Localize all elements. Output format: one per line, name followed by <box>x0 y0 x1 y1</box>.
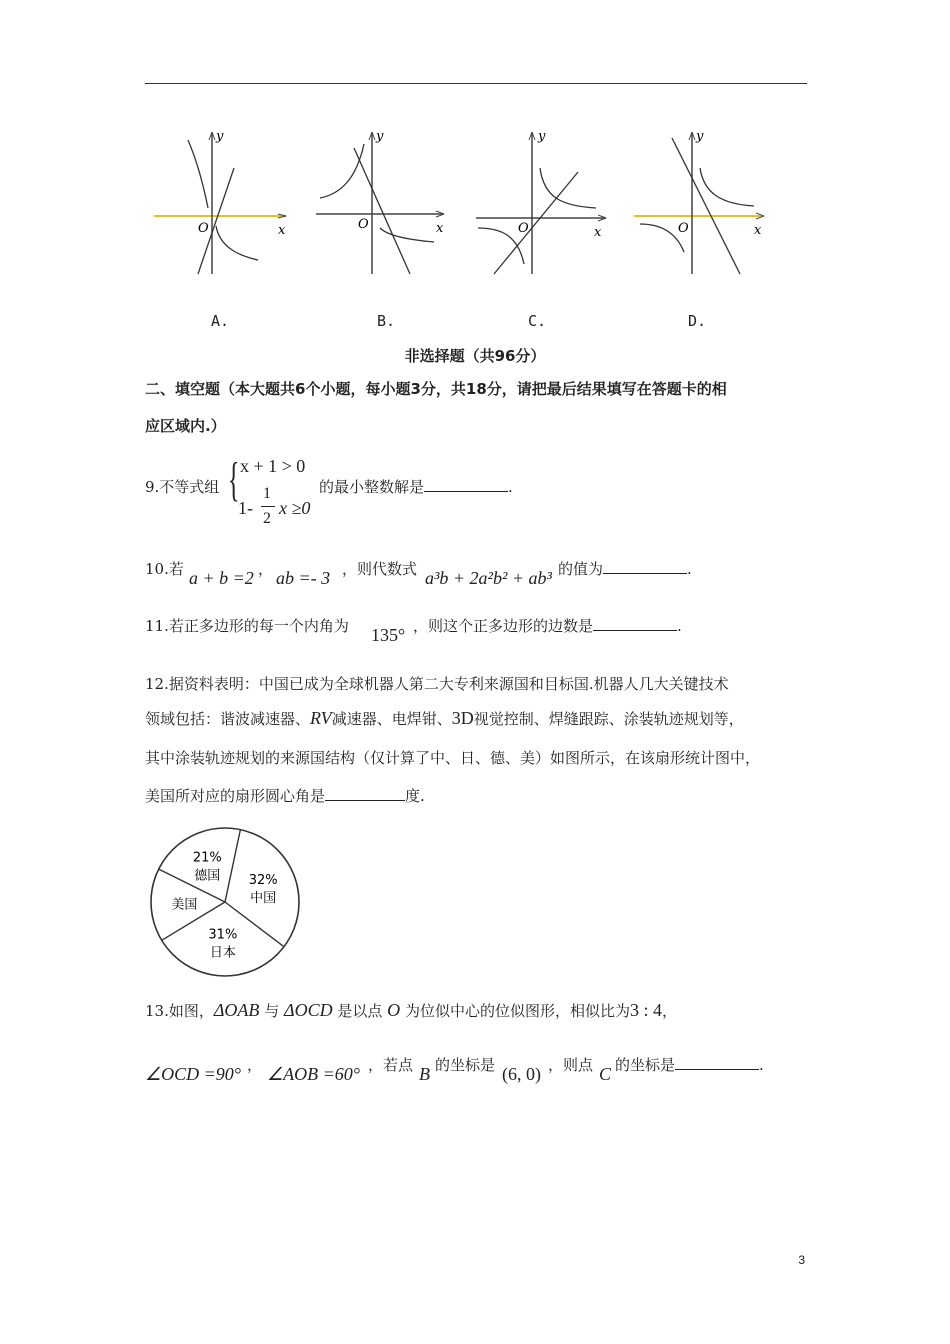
graph-a <box>150 128 300 278</box>
q10-end: . <box>687 560 692 578</box>
option-b-label: B. <box>377 312 396 330</box>
option-d-label: D. <box>688 312 707 330</box>
q12-line3: 其中涂装轨迹规划的来源国结构（仅计算了中、日、德、美）如图所示，在该扇形统计图中， <box>145 749 761 767</box>
axis-y-label: y <box>376 129 384 144</box>
q10-prefix: 10.若 <box>145 560 184 578</box>
q13-tri2: ΔOCD <box>284 1000 333 1020</box>
q13-coord-of: 的坐标是 <box>435 1056 496 1074</box>
q9-end: . <box>508 478 513 496</box>
q9-frac-num: 1 <box>263 485 271 502</box>
q11-prefix: 11.若正多边形的每一个内角为 <box>145 617 349 635</box>
origin-label: O <box>518 221 529 236</box>
q13-tri1: ΔOAB <box>213 1000 260 1020</box>
pie-slice-percent: 31% <box>208 927 238 943</box>
q13-c: C <box>599 1064 612 1084</box>
q10-mid: ，则代数式 <box>342 560 418 578</box>
q9-ineq2-lead: 1- <box>238 498 253 518</box>
q11-end: . <box>677 617 682 635</box>
q13-answer-blank[interactable] <box>675 1055 759 1070</box>
q10-eq2: ab =- 3 <box>276 568 331 588</box>
q9-prefix: 9.不等式组 <box>145 478 220 496</box>
q13-then: ，则点 <box>548 1056 594 1074</box>
graph-c <box>472 128 622 278</box>
section-title: 非选择题（共96分） <box>404 347 546 365</box>
axis-y-label: y <box>696 129 704 144</box>
q10-suffix-line <box>558 558 692 579</box>
q12-line2 <box>145 708 744 729</box>
graph-d <box>630 128 780 278</box>
page-number: 3 <box>798 1253 805 1267</box>
option-a-label: A. <box>211 312 230 330</box>
q13-bcoord: (6, 0) <box>502 1064 541 1084</box>
q11-answer-blank[interactable] <box>593 616 677 631</box>
q12-line4 <box>145 785 425 806</box>
option-c-label: C. <box>528 312 547 330</box>
pie-slice-percent: 32% <box>248 872 278 888</box>
q12-3d: 3D <box>451 708 474 728</box>
origin-label: O <box>198 221 209 236</box>
q11-suffix: ，则这个正多边形的边数是 <box>413 617 594 635</box>
q13-o: O <box>387 1000 401 1020</box>
q10-eq1: a + b =2 <box>189 568 254 588</box>
q13-ang1: ∠OCD =90° <box>145 1064 241 1084</box>
q9-ineq1: x + 1 > 0 <box>240 456 306 476</box>
axis-y-label: y <box>538 129 546 144</box>
q9-ineq2-tail: x ≥0 <box>279 498 311 518</box>
q12-line4b: 度. <box>405 787 425 805</box>
q12-rv: RV <box>310 708 332 728</box>
part2-heading-line1: 二、填空题（本大题共6个小题，每小题3分，共18分，请把最后结果填写在答题卡的相 <box>145 380 727 398</box>
top-rule <box>145 83 807 84</box>
q13-ratio: 3 : 4 <box>629 1000 662 1020</box>
q9-suffix: 的最小整数解是 <box>319 478 425 496</box>
q13-b: B <box>419 1064 430 1084</box>
graph-b <box>310 128 460 278</box>
q12-line4a: 美国所对应的扇形圆心角是 <box>145 787 326 805</box>
pie-slice-label: 德国 <box>194 868 221 884</box>
q13-sep: ， <box>247 1056 263 1074</box>
q12-answer-blank[interactable] <box>325 786 405 801</box>
q13-ang2: ∠AOB =60° <box>267 1064 360 1084</box>
q12-line2c: 视觉控制、焊缝跟踪、涂装轨迹规划等， <box>473 710 744 728</box>
q12-line2a: 领域包括：谐波减速器、 <box>145 710 311 728</box>
q13-coord-is-line <box>615 1054 764 1075</box>
q10-sep: ， <box>258 560 274 578</box>
origin-label: O <box>678 221 689 236</box>
axis-x-label: x <box>436 221 444 236</box>
q13-with: 与 <box>264 1002 280 1020</box>
q9-suffix-line <box>319 476 513 497</box>
q11-suffix-line <box>413 615 682 636</box>
pie-slice-percent: 21% <box>192 850 222 866</box>
q13-comma: ， <box>661 1002 677 1020</box>
q9-frac-den: 2 <box>263 510 271 527</box>
q9-brace: { <box>228 453 240 506</box>
axis-y-label: y <box>216 129 224 144</box>
q13-coord-is: 的坐标是 <box>615 1056 676 1074</box>
q12-line2b: 减速器、电焊钳、 <box>331 710 452 728</box>
q13-line1 <box>145 1000 677 1021</box>
part2-heading-line2: 应区域内.） <box>145 417 226 435</box>
q13-center: 为位似中心的位似图形，相似比为 <box>404 1002 630 1020</box>
q13-prefix: 13.如图， <box>145 1002 214 1020</box>
q9-answer-blank[interactable] <box>424 477 508 492</box>
pie-chart <box>145 822 305 982</box>
pie-slice-label: 美国 <box>171 897 198 913</box>
q11-angle: 135° <box>371 625 406 645</box>
q10-answer-blank[interactable] <box>603 559 687 574</box>
q10-expr: a³b + 2a²b² + ab³ <box>425 568 552 588</box>
pie-slice-label: 日本 <box>209 945 236 961</box>
q10-suffix: 的值为 <box>558 560 604 578</box>
q13-end: . <box>759 1056 764 1074</box>
pie-slice-label: 中国 <box>250 890 277 906</box>
origin-label: O <box>358 217 369 232</box>
axis-x-label: x <box>278 223 286 238</box>
q9-frac-bar <box>261 506 275 507</box>
axis-x-label: x <box>594 225 602 240</box>
q12-line1: 12.据资料表明：中国已成为全球机器人第二大专利来源国和目标国.机器人几大关键技术 <box>145 675 729 693</box>
q13-if: ，若点 <box>368 1056 414 1074</box>
axis-x-label: x <box>754 223 762 238</box>
q13-is: 是以点 <box>337 1002 383 1020</box>
